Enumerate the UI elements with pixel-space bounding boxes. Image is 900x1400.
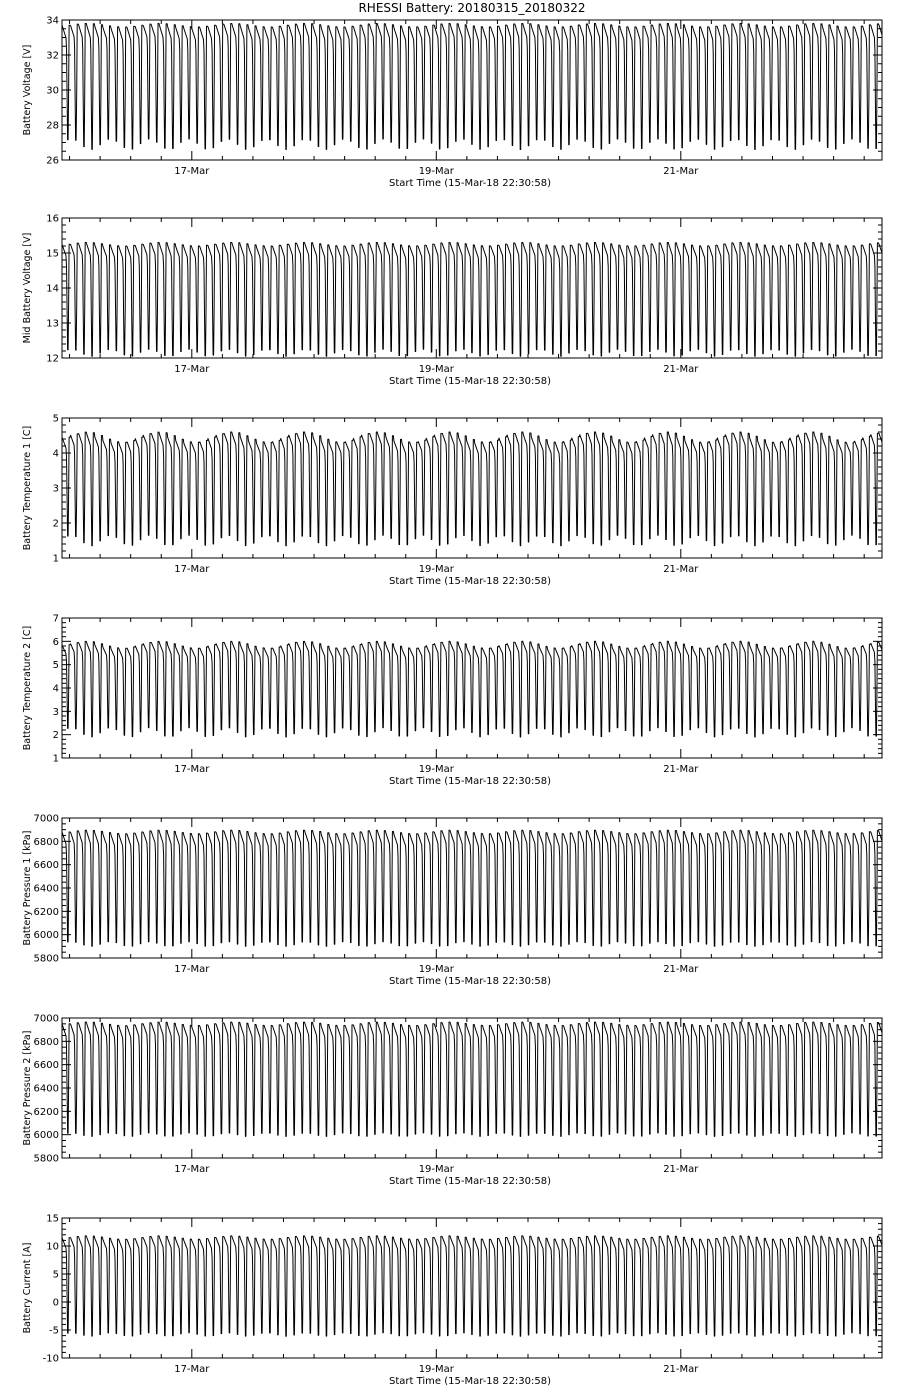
y-tick-label: 28 [46,120,59,132]
y-tick-label: 5 [52,660,59,672]
x-axis-title: Start Time (15-Mar-18 22:30:58) [388,1376,552,1387]
y-tick-label: 7000 [33,813,59,825]
x-axis-title: Start Time (15-Mar-18 22:30:58) [388,576,552,587]
x-tick-label: 19-Mar [418,1364,454,1375]
y-tick-label: 4 [52,683,59,695]
panel-battery-pressure-2 [22,1014,882,1188]
x-tick-label: 17-Mar [174,1364,210,1375]
y-tick-label: 6 [52,636,59,648]
series-trace-battery-temperature-1 [62,432,882,546]
x-tick-label: 19-Mar [418,564,454,575]
x-tick-label: 21-Mar [663,364,699,375]
x-tick-label: 19-Mar [418,166,454,177]
x-tick-label: 19-Mar [418,364,454,375]
y-tick-label: 13 [46,318,59,330]
y-axis-title: Battery Voltage [V] [22,44,33,136]
x-tick-label: 21-Mar [663,564,699,575]
y-tick-label: 1 [52,753,59,765]
panel-mid-battery-voltage [22,214,882,388]
plot-frame [62,1218,882,1358]
y-tick-label: 16 [46,213,59,225]
series-trace-battery-current [62,1236,882,1336]
y-tick-label: 26 [46,155,59,167]
y-tick-label: 12 [46,353,59,365]
plot-frame [62,618,882,758]
y-tick-label: 6400 [33,883,59,895]
y-tick-label: 6200 [33,1106,59,1118]
y-axis-title: Mid Battery Voltage [V] [22,232,33,344]
y-tick-label: 1 [52,553,59,565]
plot-frame [62,1018,882,1158]
y-tick-label: -5 [49,1325,59,1337]
y-tick-label: 5800 [33,953,59,965]
series-trace-mid-battery-voltage [62,243,882,357]
y-tick-label: 5 [52,413,59,425]
y-tick-label: 7000 [33,1013,59,1025]
x-tick-label: 17-Mar [174,964,210,975]
x-tick-label: 17-Mar [174,764,210,775]
x-tick-label: 21-Mar [663,964,699,975]
y-tick-label: 15 [46,248,59,260]
series-trace-battery-pressure-1 [62,830,882,946]
y-axis-title: Battery Current [A] [22,1242,33,1334]
panel-battery-temperature-1 [22,414,882,588]
panel-battery-temperature-2 [22,614,882,788]
y-tick-label: 3 [52,483,59,495]
series-trace-battery-temperature-2 [62,641,882,737]
y-axis-title: Battery Temperature 2 [C] [22,625,33,751]
x-tick-label: 21-Mar [663,764,699,775]
x-axis-title: Start Time (15-Mar-18 22:30:58) [388,178,552,189]
y-tick-label: 6000 [33,930,59,942]
panel-battery-current [22,1214,882,1388]
y-tick-label: 14 [46,283,59,295]
x-axis-title: Start Time (15-Mar-18 22:30:58) [388,976,552,987]
y-tick-label: 10 [46,1241,59,1253]
y-tick-label: 15 [46,1213,59,1225]
y-tick-label: 3 [52,706,59,718]
y-tick-label: 5 [52,1269,59,1281]
y-tick-label: 6600 [33,1060,59,1072]
y-tick-label: 6400 [33,1083,59,1095]
x-axis-title: Start Time (15-Mar-18 22:30:58) [388,776,552,787]
x-tick-label: 17-Mar [174,166,210,177]
y-tick-label: 34 [46,15,59,27]
y-tick-label: 6600 [33,860,59,872]
chart-panels [22,16,882,1388]
y-tick-label: 5800 [33,1153,59,1165]
series-trace-battery-pressure-2 [62,1022,882,1136]
panel-battery-pressure-1 [22,814,882,988]
x-tick-label: 17-Mar [174,1164,210,1175]
x-tick-label: 21-Mar [663,1364,699,1375]
y-axis-title: Battery Temperature 1 [C] [22,425,33,551]
x-tick-label: 21-Mar [663,1164,699,1175]
x-tick-label: 17-Mar [174,364,210,375]
x-tick-label: 19-Mar [418,764,454,775]
x-axis-title: Start Time (15-Mar-18 22:30:58) [388,376,552,387]
y-axis-title: Battery Pressure 2 [kPa] [22,1030,33,1146]
y-tick-label: 2 [52,518,59,530]
y-axis-title: Battery Pressure 1 [kPa] [22,830,33,946]
figure-title: RHESSI Battery: 20180315_20180322 [358,1,586,15]
x-axis-title: Start Time (15-Mar-18 22:30:58) [388,1176,552,1187]
x-tick-label: 19-Mar [418,1164,454,1175]
y-tick-label: 4 [52,448,59,460]
panel-battery-voltage [22,16,882,190]
y-tick-label: 6800 [33,1036,59,1048]
y-tick-label: 6800 [33,836,59,848]
y-tick-label: 30 [46,85,59,97]
y-tick-label: 0 [52,1297,59,1309]
x-tick-label: 21-Mar [663,166,699,177]
y-tick-label: 7 [52,613,59,625]
y-tick-label: -10 [42,1353,59,1365]
y-tick-label: 6000 [33,1130,59,1142]
x-tick-label: 17-Mar [174,564,210,575]
y-tick-label: 2 [52,730,59,742]
series-trace-battery-voltage [62,24,882,150]
y-tick-label: 32 [46,50,59,62]
x-tick-label: 19-Mar [418,964,454,975]
y-tick-label: 6200 [33,906,59,918]
